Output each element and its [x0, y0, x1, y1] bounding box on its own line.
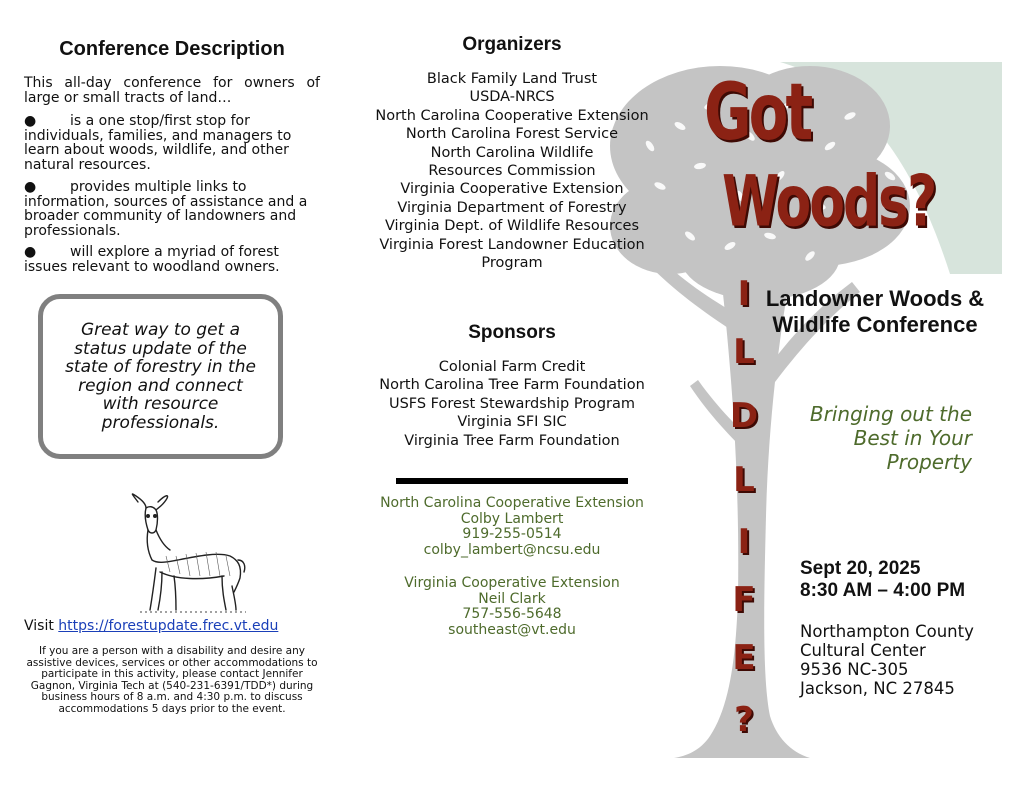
sponsor-item: Virginia Tree Farm Foundation — [404, 432, 620, 449]
contact-name: Neil Clark — [478, 590, 546, 607]
sponsor-item: North Carolina Tree Farm Foundation — [379, 377, 645, 394]
organizers-title: Organizers — [462, 34, 562, 55]
vertical-letter: I — [737, 274, 751, 314]
contact-phone: 919-255-0514 — [462, 526, 562, 543]
venue-address — [800, 622, 974, 698]
quote-box — [38, 294, 283, 459]
section-divider — [396, 478, 628, 484]
event-datetime — [800, 558, 965, 602]
organizer-item: Virginia Forest Landowner Education Program — [379, 236, 645, 272]
contact-email[interactable]: colby_lambert@ncsu.edu — [423, 541, 601, 558]
venue-line: Jackson, NC 27845 — [800, 679, 955, 698]
description-intro: This all-day conference for owners of large or small tracts of land… — [24, 75, 320, 106]
vertical-letter: E — [732, 638, 756, 678]
description-title: Conference Description — [59, 38, 285, 60]
venue-line: 9536 NC-305 — [800, 660, 909, 679]
headline-woods: Woods? — [722, 162, 936, 243]
event-date: Sept 20, 2025 — [800, 558, 921, 579]
sponsor-item: Colonial Farm Credit — [438, 359, 586, 375]
event-time: 8:30 AM – 4:00 PM — [800, 580, 966, 601]
sponsor-item: Virginia SFI SIC — [457, 414, 567, 431]
deer-illustration — [126, 490, 256, 616]
contact-name: Colby Lambert — [460, 510, 564, 527]
visit-line — [24, 618, 278, 634]
contact-org: Virginia Cooperative Extension — [404, 575, 620, 591]
description-bullet: ● will explore a myriad of forest issues relevant to woodland owners. — [24, 244, 280, 275]
description-bullet: ● provides multiple links to information, sources of assistance and a broader community of landowners and professionals. — [24, 179, 308, 239]
vertical-letter: L — [733, 332, 755, 372]
accessibility-statement: If you are a person with a disability and desire any assistive devices, services or other accommodations to participate in this activity, please contact Jennifer Gagnon, Virginia Tech at (540-231-6391/TDD*) during business hours of 8 a.m. and 4:30 p.m. to discuss accommodations 5 days prior to the event. — [26, 645, 318, 715]
sponsors-title: Sponsors — [468, 322, 556, 343]
vertical-letter: F — [732, 580, 756, 620]
headline-got: Got — [704, 66, 811, 158]
bullet-dot-icon: ● — [24, 179, 37, 195]
vertical-letter: ? — [734, 700, 754, 740]
venue-line: Northampton County — [800, 622, 974, 641]
sponsor-item: USFS Forest Stewardship Program — [388, 395, 636, 412]
tagline: Bringing out the Best in Your Property — [809, 402, 972, 474]
venue-line: Cultural Center — [800, 641, 926, 660]
bullet-dot-icon: ● — [24, 244, 37, 260]
visit-label: Visit — [24, 618, 54, 634]
organizer-item: Virginia Department of Forestry — [397, 199, 627, 216]
sponsors-list — [360, 358, 664, 450]
forest-update-link[interactable]: https://forestupdate.frec.vt.edu — [58, 618, 279, 634]
contact-nc — [360, 496, 664, 558]
description-bullet: ● is a one stop/first stop for individuals, families, and managers to learn about woods, wildlife, and other natural resources. — [24, 113, 292, 173]
bullet-dot-icon: ● — [24, 113, 37, 129]
organizer-item: Black Family Land Trust — [426, 71, 598, 87]
vertical-letter: I — [737, 522, 751, 562]
organizer-item: Virginia Cooperative Extension — [400, 181, 624, 198]
contact-va — [360, 576, 664, 638]
organizer-item: USDA-NRCS — [469, 89, 555, 106]
quote-text: Great way to get a status update of the state of forestry in the region and connect with resource professionals. — [65, 320, 256, 433]
contact-email[interactable]: southeast@vt.edu — [448, 621, 576, 638]
vertical-letter: D — [729, 396, 759, 436]
conference-title: Landowner Woods & Wildlife Conference — [765, 286, 985, 337]
organizer-item: North Carolina Cooperative Extension — [375, 107, 649, 124]
organizer-item: North Carolina Wildlife Resources Commission — [428, 144, 596, 180]
organizer-item: North Carolina Forest Service — [405, 126, 619, 143]
organizers-list — [360, 70, 664, 272]
organizer-item: Virginia Dept. of Wildlife Resources — [384, 218, 640, 235]
contact-org: North Carolina Cooperative Extension — [380, 495, 644, 511]
contact-phone: 757-556-5648 — [462, 606, 562, 623]
vertical-letter: L — [733, 460, 755, 500]
